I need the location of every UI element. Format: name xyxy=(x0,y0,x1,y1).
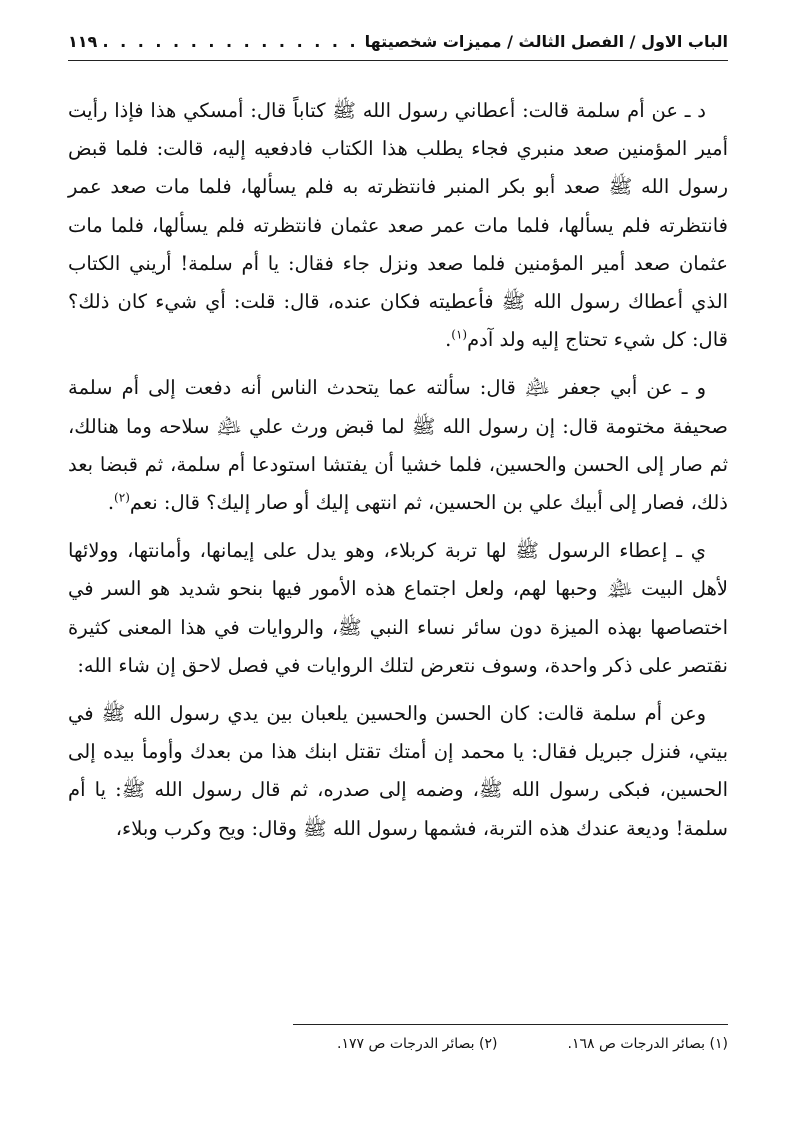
header-leader-dots xyxy=(103,32,358,51)
running-header xyxy=(68,32,728,51)
book-page xyxy=(68,0,728,1142)
paragraph-y: ي ـ إعطاء الرسول ﷺ لها تربة كربلاء، وهو يدل على إيمانها، وأمانتها، وولائها لأهل البيت ﵈ وحبها لهم، ولعل اجتماع هذه الأمور فيها بنحو شديد هو السر في اختصاصها بهذه الميزة دون سائر نساء النبي ﷺ، والروايات في هذا المعنى كثيرة نقتصر على ذكر واحدة، وسوف نتعرض لتلك الروايات في فصل لاحق إن شاء الله: xyxy=(68,539,728,677)
page-number: ١١٩ xyxy=(68,32,98,51)
paragraph-w: و ـ عن أبي جعفر ﵇ قال: سألته عما يتحدث الناس أنه دفعت إلى أم سلمة صحيفة مختومة قال: إن رسول الله ﷺ لما قبض ورث علي ﵇ سلاحه وما هنالك، ثم صار إلى الحسن والحسين، فلما خشيا أن يفتشا استودعا أم سلمة، ثم قبضا بعد ذلك، فصار إلى أبيك علي بن الحسين، ثم انتهى إليك أو صار إليك؟ قال: نعم$^{(٢)}$. xyxy=(68,376,728,515)
footnote-ref-2: (٢) xyxy=(114,490,130,505)
header-divider xyxy=(68,60,728,61)
paragraph-narration: وعن أم سلمة قالت: كان الحسن والحسين يلعبان بين يدي رسول الله ﷺ في بيتي، فنزل جبريل فقال: يا محمد إن أمتك تقتل ابنك هذا من بعدك وأومأ بيده إلى الحسين، فبكى رسول الله ﷺ، وضمه إلى صدره، ثم قال رسول الله ﷺ: يا أم سلمة! وديعة عندك هذه التربة، فشمها رسول الله ﷺ وقال: ويح وكرب وبلاء، xyxy=(68,702,728,840)
paragraph-w-text: و ـ عن أبي جعفر ﵇ قال: سألته عما يتحدث الناس أنه دفعت إلى أم سلمة صحيفة مختومة قال: إن رسول الله ﷺ لما قبض ورث علي ﵇ سلاحه وما هنالك، ثم صار إلى الحسن والحسين، فلما خشيا أن يفتشا استودعا أم سلمة، ثم قبضا بعد ذلك، فصار إلى أبيك علي بن الحسين، ثم انتهى إليك أو صار إليك؟ قال: نعم xyxy=(68,376,728,515)
paragraph-d-text: د ـ عن أم سلمة قالت: أعطاني رسول الله ﷺ كتاباً قال: أمسكي هذا فإذا رأيت أمير المؤمنين صعد منبري فجاء يطلب هذا الكتاب فادفعيه إليه، قالت: فلما قبض رسول الله ﷺ صعد أبو بكر المنبر فانتظرته به فلم يسألها، فلما مات صعد عمر فانتظرته فلم يسألها، فلما مات عمر صعد عثمان فانتظرته فلم يسألها، فلما مات عثمان صعد أمير المؤمنين فلما صعد ونزل جاء فقال: يا أم سلمة! أريني الكتاب الذي أعطاك رسول الله ﷺ فأعطيته فكان عنده، قال: قلت: أي شيء كان ذلك؟ قال: كل شيء تحتاج إليه ولد آدم xyxy=(68,99,728,352)
footnote-1: (١) بصائر الدرجات ص ١٦٨. xyxy=(567,1036,728,1052)
footnote-divider xyxy=(293,1024,728,1025)
footnote-2: (٢) بصائر الدرجات ص ١٧٧. xyxy=(337,1036,498,1052)
footnote-ref-1: (١) xyxy=(451,327,468,342)
paragraph-d: د ـ عن أم سلمة قالت: أعطاني رسول الله ﷺ كتاباً قال: أمسكي هذا فإذا رأيت أمير المؤمنين صعد منبري فجاء يطلب هذا الكتاب فادفعيه إليه، قالت: فلما قبض رسول الله ﷺ صعد أبو بكر المنبر فانتظرته به فلم يسألها، فلما مات صعد عمر فانتظرته فلم يسألها، فلما مات عمر صعد عثمان فانتظرته فلم يسألها، فلما مات عثمان صعد أمير المؤمنين فلما صعد ونزل جاء فقال: يا أم سلمة! أريني الكتاب الذي أعطاك رسول الله ﷺ فأعطيته فكان عنده، قال: قلت: أي شيء كان ذلك؟ قال: كل شيء تحتاج إليه ولد آدم$^{(١)}$. xyxy=(68,99,728,352)
header-title: الباب الاول / الفصل الثالث / مميزات شخصيتها xyxy=(364,32,728,51)
footnotes xyxy=(168,1036,728,1052)
main-text xyxy=(68,92,728,858)
